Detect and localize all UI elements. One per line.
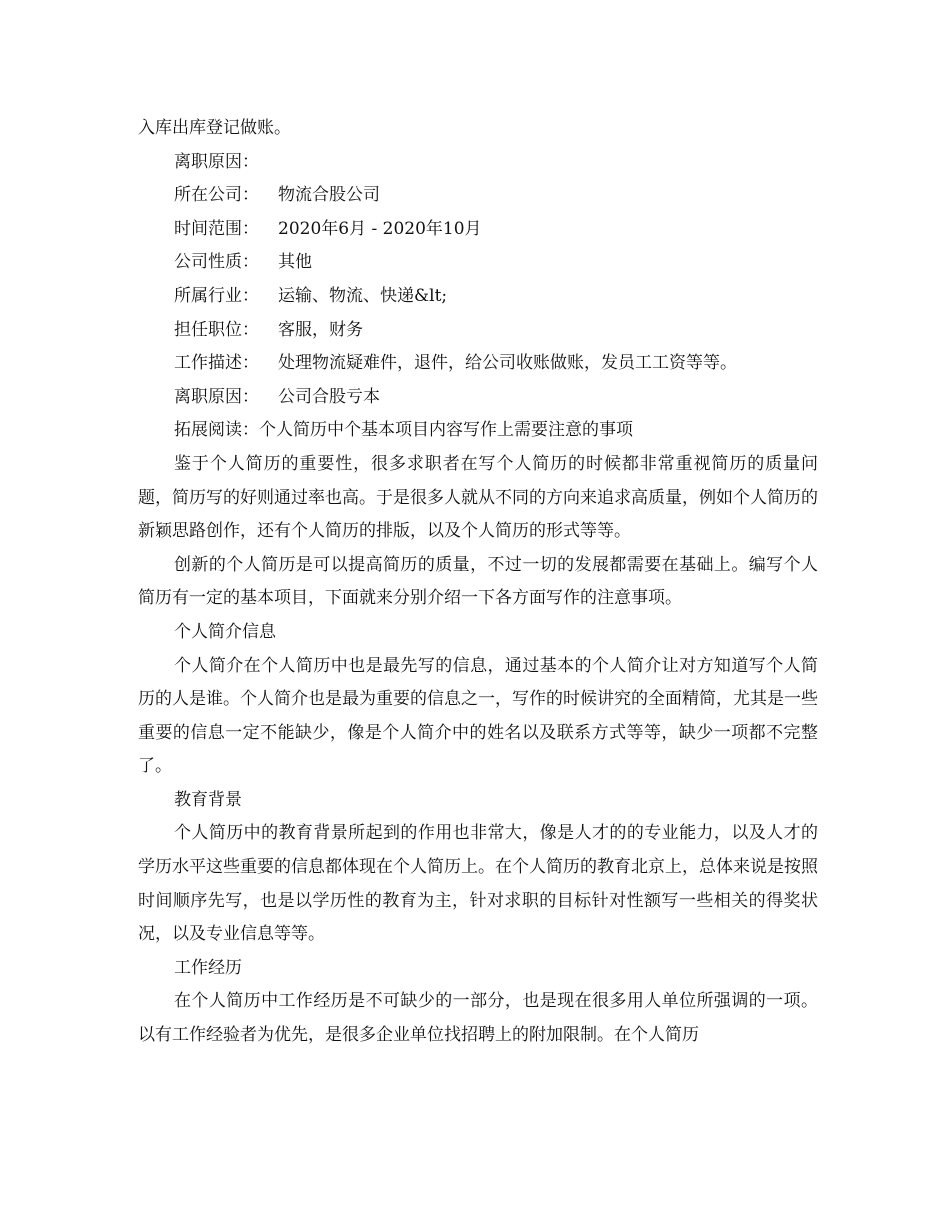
section-heading: 教育背景 xyxy=(174,789,242,810)
field-key: 离职原因： xyxy=(174,386,259,407)
field-value: 处理物流疑难件，退件，给公司收账做账，发员工工资等等。 xyxy=(278,353,737,374)
field-key: 担任职位： xyxy=(174,319,259,340)
field-key: 离职原因： xyxy=(174,151,259,172)
field-value: 运输、物流、快递&lt; xyxy=(278,285,448,306)
field-value: 物流合股公司 xyxy=(278,185,380,206)
field-value: 2020年6月 - 2020年10月 xyxy=(278,218,482,239)
section-heading: 工作经历 xyxy=(174,957,242,978)
section-heading: 个人简介信息 xyxy=(174,621,276,642)
field-row xyxy=(138,381,818,415)
field-row xyxy=(138,179,818,213)
field-key: 时间范围： xyxy=(174,218,259,239)
field-key: 公司性质： xyxy=(174,252,259,273)
field-value: 其他 xyxy=(278,252,312,273)
field-key: 所在公司： xyxy=(174,185,259,206)
field-key: 工作描述： xyxy=(174,353,259,374)
body-paragraph: 鉴于个人简历的重要性，很多求职者在写个人简历的时候都非常重视简历的质量问题，简历写的好则通过率也高。于是很多人就从不同的方向来追求高质量，例如个人简历的新颖思路创作，还有个人简历的排版，以及个人简历的形式等等。 xyxy=(138,453,818,542)
field-row xyxy=(138,347,818,381)
intro-line: 入库出库登记做账。 xyxy=(138,118,291,138)
body-paragraph: 个人简历中的教育背景所起到的作用也非常大，像是人才的的专业能力，以及人才的学历水平这些重要的信息都体现在个人简历上。在个人简历的教育北京上，总体来说是按照时间顺序先写，也是以学历性的教育为主，针对求职的目标针对性额写一些相关的得奖状况，以及专业信息等等。 xyxy=(138,823,818,945)
body-paragraph: 在个人简历中工作经历是不可缺少的一部分，也是现在很多用人单位所强调的一项。以有工作经验者为优先，是很多企业单位找招聘上的附加限制。在个人简历 xyxy=(138,991,818,1046)
field-value: 客服，财务 xyxy=(278,319,363,340)
field-value: 公司合股亏本 xyxy=(278,386,380,407)
body-paragraph: 个人简介在个人简历中也是最先写的信息，通过基本的个人简介让对方知道写个人简历的人是谁。个人简介也是最为重要的信息之一，写作的时候讲究的全面精简，尤其是一些重要的信息一定不能缺少，像是个人简介中的姓名以及联系方式等等，缺少一项都不完整了。 xyxy=(138,655,818,777)
extended-reading-title: 拓展阅读：个人简历中个基本项目内容写作上需要注意的事项 xyxy=(174,420,633,441)
field-row xyxy=(138,280,818,314)
field-row xyxy=(138,213,818,247)
document-page xyxy=(138,112,818,1053)
field-row xyxy=(138,246,818,280)
body-paragraph: 创新的个人简历是可以提高简历的质量，不过一切的发展都需要在基础上。编写个人简历有一定的基本项目，下面就来分别介绍一下各方面写作的注意事项。 xyxy=(138,554,818,609)
field-key: 所属行业： xyxy=(174,285,259,306)
field-row xyxy=(138,146,818,180)
field-row xyxy=(138,314,818,348)
